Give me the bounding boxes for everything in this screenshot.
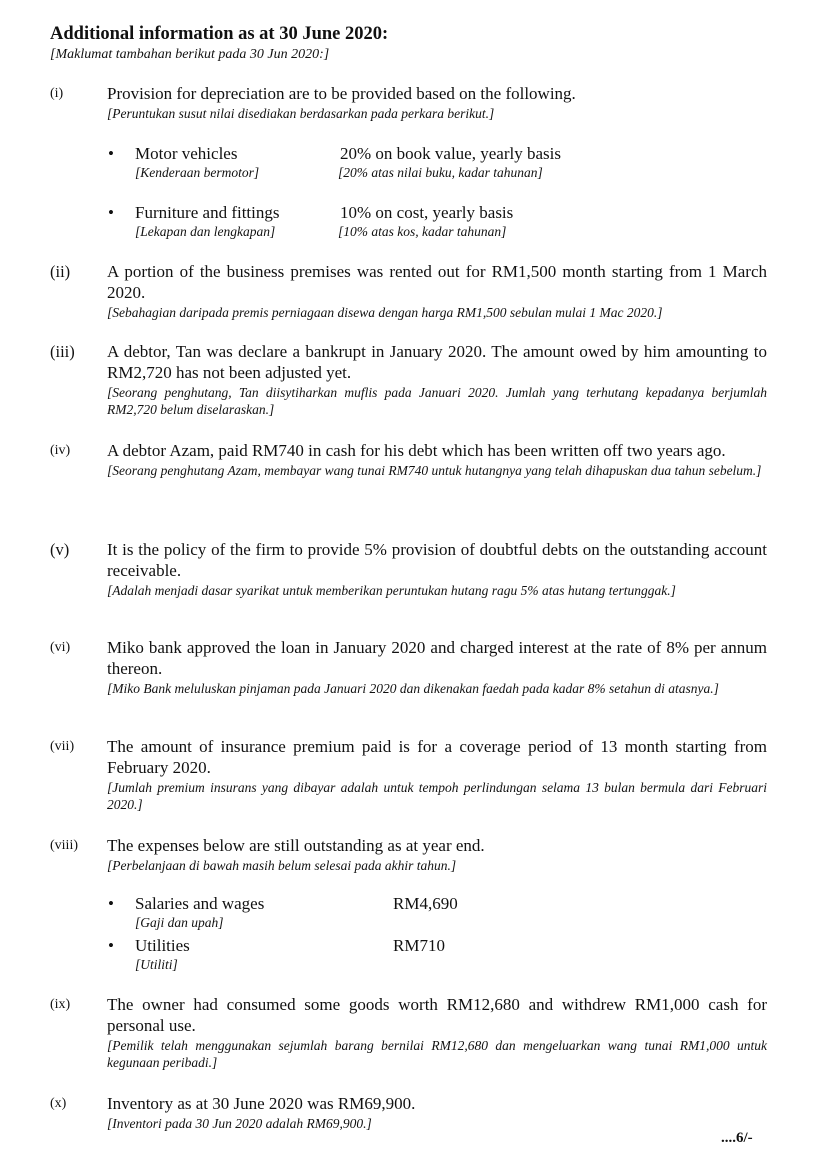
item-text: A portion of the business premises was rented out for RM1,500 month starting from 1 March 2020. xyxy=(107,262,767,302)
item-text: It is the policy of the firm to provide 5% provision of doubtful debts on the outstanding account receivable. xyxy=(107,540,767,580)
item-translation: [Miko Bank meluluskan pinjaman pada Januari 2020 dan dikenakan faedah pada kadar 8% setahun di atasnya.] xyxy=(107,681,719,696)
page-continuation-marker: ....6/- xyxy=(721,1130,753,1146)
item-text: The owner had consumed some goods worth RM12,680 and withdrew RM1,000 cash for personal use. xyxy=(107,995,767,1035)
item-text: Provision for depreciation are to be provided based on the following. xyxy=(107,84,576,103)
asset-label: Motor vehicles xyxy=(135,144,238,163)
item-translation: [Sebahagian daripada premis perniagaan disewa dengan harga RM1,500 sebulan mulai 1 Mac 2020.] xyxy=(107,305,663,320)
expense-label: Utilities xyxy=(135,936,190,955)
expense-label-translation: [Gaji dan upah] xyxy=(135,915,224,930)
item-number: (vii) xyxy=(50,739,75,754)
item-translation: [Peruntukan susut nilai disediakan berdasarkan pada perkara berikut.] xyxy=(107,106,495,121)
item-number: (ii) xyxy=(50,262,71,281)
item-translation: [Seorang penghutang Azam, membayar wang tunai RM740 untuk hutangnya yang telah dihapuskan dua tahun sebelum.] xyxy=(107,463,762,478)
item-number: (ix) xyxy=(50,997,71,1012)
depreciation-rate-translation: [10% atas kos, kadar tahunan] xyxy=(338,224,507,239)
depreciation-rate-translation: [20% atas nilai buku, kadar tahunan] xyxy=(338,165,543,180)
item-translation: [Perbelanjaan di bawah masih belum selesai pada akhir tahun.] xyxy=(107,858,457,873)
section-heading: Additional information as at 30 June 2020: xyxy=(50,24,389,44)
item-number: (iv) xyxy=(50,443,71,458)
item-text: A debtor, Tan was declare a bankrupt in January 2020. The amount owed by him amounting to RM2,720 has not been adjusted yet. xyxy=(107,342,767,382)
bullet-icon: • xyxy=(108,894,114,913)
item-translation: [Pemilik telah menggunakan sejumlah barang bernilai RM12,680 dan mengeluarkan wang tunai RM1,000 untuk kegunaan peribadi.] xyxy=(107,1038,767,1070)
asset-label: Furniture and fittings xyxy=(135,203,280,222)
item-number: (iii) xyxy=(50,342,75,361)
item-translation: [Adalah menjadi dasar syarikat untuk memberikan peruntukan hutang ragu 5% atas hutang tertunggak.] xyxy=(107,583,676,598)
item-text: Inventory as at 30 June 2020 was RM69,900. xyxy=(107,1094,416,1113)
item-number: (vi) xyxy=(50,640,71,655)
depreciation-rate: 10% on cost, yearly basis xyxy=(340,203,514,222)
item-number: (x) xyxy=(50,1096,67,1111)
item-text: Miko bank approved the loan in January 2020 and charged interest at the rate of 8% per annum thereon. xyxy=(107,638,767,678)
item-number: (viii) xyxy=(50,838,78,853)
section-heading-translation: [Maklumat tambahan berikut pada 30 Jun 2020:] xyxy=(50,47,330,62)
depreciation-rate: 20% on book value, yearly basis xyxy=(340,144,561,163)
asset-label-translation: [Kenderaan bermotor] xyxy=(135,165,260,180)
expense-label: Salaries and wages xyxy=(135,894,265,913)
bullet-icon: • xyxy=(108,203,114,222)
bullet-icon: • xyxy=(108,936,114,955)
item-number: (i) xyxy=(50,86,64,101)
item-translation: [Jumlah premium insurans yang dibayar adalah untuk tempoh perlindungan selama 13 bulan bermula dari Februari 2020.] xyxy=(107,780,767,812)
expense-amount: RM4,690 xyxy=(393,894,458,913)
expense-label-translation: [Utiliti] xyxy=(135,957,178,972)
item-number: (v) xyxy=(50,540,70,559)
item-text: The amount of insurance premium paid is for a coverage period of 13 month starting from February 2020. xyxy=(107,737,767,777)
item-text: The expenses below are still outstanding as at year end. xyxy=(107,836,485,855)
item-translation: [Inventori pada 30 Jun 2020 adalah RM69,900.] xyxy=(107,1116,372,1131)
expense-amount: RM710 xyxy=(393,936,445,955)
asset-label-translation: [Lekapan dan lengkapan] xyxy=(135,224,276,239)
bullet-icon: • xyxy=(108,144,114,163)
item-translation: [Seorang penghutang, Tan diisytiharkan muflis pada Januari 2020. Jumlah yang terhutang kepadanya berjumlah RM2,720 belum diselaraskan.] xyxy=(107,385,767,417)
item-text: A debtor Azam, paid RM740 in cash for his debt which has been written off two years ago. xyxy=(107,441,726,460)
